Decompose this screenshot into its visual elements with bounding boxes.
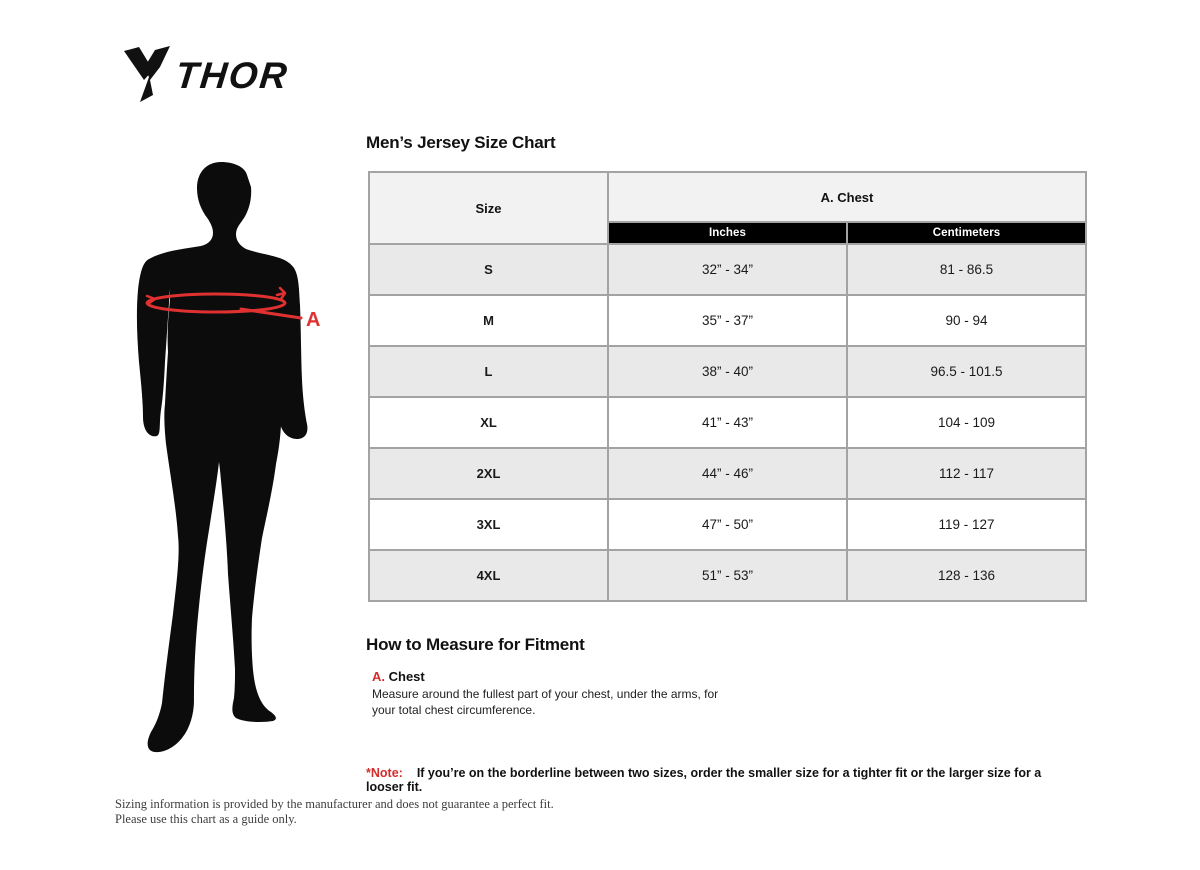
cm-cell: 104 - 109 <box>847 397 1086 448</box>
thor-logo-graphic <box>122 44 322 110</box>
size-chart-table <box>368 171 1087 602</box>
male-silhouette-figure <box>133 162 337 764</box>
inches-cell: 35” - 37” <box>608 295 847 346</box>
measure-item-name: Chest <box>388 669 425 684</box>
inches-cell: 44” - 46” <box>608 448 847 499</box>
size-cell: 4XL <box>369 550 608 601</box>
silhouette-graphic <box>133 162 337 764</box>
size-cell: 2XL <box>369 448 608 499</box>
sizing-note <box>366 766 1046 794</box>
cm-cell: 128 - 136 <box>847 550 1086 601</box>
measure-item-heading <box>372 669 425 684</box>
chest-label: A <box>306 309 321 331</box>
cm-cell: 81 - 86.5 <box>847 244 1086 295</box>
inches-cell: 41” - 43” <box>608 397 847 448</box>
size-cell: S <box>369 244 608 295</box>
size-cell: 3XL <box>369 499 608 550</box>
inches-cell: 38” - 40” <box>608 346 847 397</box>
inches-cell: 47” - 50” <box>608 499 847 550</box>
size-chart-title: Men’s Jersey Size Chart <box>366 133 556 152</box>
measure-item-letter: A. <box>372 669 385 684</box>
table-row-l <box>369 346 1086 397</box>
body-silhouette <box>137 162 308 752</box>
inches-cell: 32” - 34” <box>608 244 847 295</box>
disclaimer-line-1: Sizing information is provided by the manufacturer and does not guarantee a perfect fit. <box>115 797 554 811</box>
cm-cell: 90 - 94 <box>847 295 1086 346</box>
table-row-3xl <box>369 499 1086 550</box>
table-row-2xl <box>369 448 1086 499</box>
inches-unit-header: Inches <box>608 222 847 244</box>
table-row-xl <box>369 397 1086 448</box>
cm-cell: 119 - 127 <box>847 499 1086 550</box>
table-row-m <box>369 295 1086 346</box>
chest-group-header: A. Chest <box>608 172 1086 222</box>
size-cell: M <box>369 295 608 346</box>
size-column-header: Size <box>369 172 608 244</box>
thor-claw-icon <box>124 46 170 102</box>
disclaimer-line-2: Please use this chart as a guide only. <box>115 812 297 826</box>
note-label: *Note: <box>366 766 403 780</box>
cm-cell: 112 - 117 <box>847 448 1086 499</box>
centimeters-unit-header: Centimeters <box>847 222 1086 244</box>
disclaimer <box>115 797 554 827</box>
thor-logo <box>122 44 322 110</box>
note-text: If you’re on the borderline between two sizes, order the smaller size for a tighter fit or the larger size for a looser fit. <box>366 766 1042 794</box>
thor-logo-text: THOR <box>173 54 291 96</box>
measure-item-description: Measure around the fullest part of your chest, under the arms, for your total chest circumference. <box>372 687 719 717</box>
size-cell: XL <box>369 397 608 448</box>
size-cell: L <box>369 346 608 397</box>
table-row-s <box>369 244 1086 295</box>
cm-cell: 96.5 - 101.5 <box>847 346 1086 397</box>
measure-section-title: How to Measure for Fitment <box>366 635 585 654</box>
inches-cell: 51” - 53” <box>608 550 847 601</box>
table-row-4xl <box>369 550 1086 601</box>
